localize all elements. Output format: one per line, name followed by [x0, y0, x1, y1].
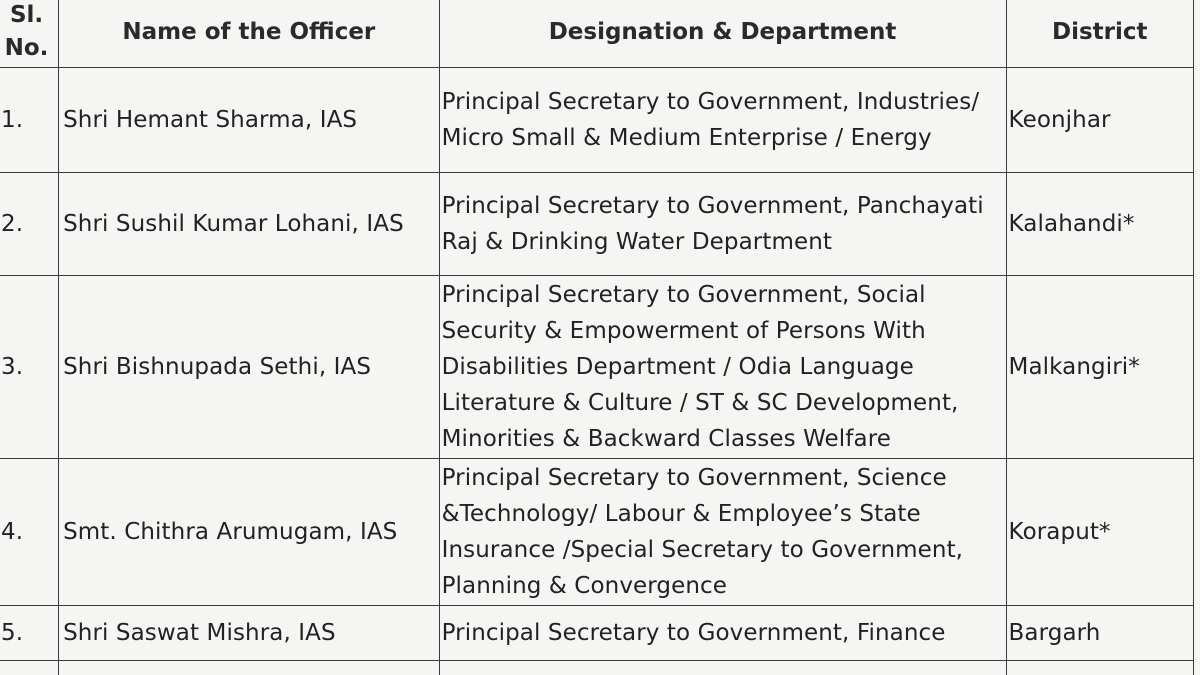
- designation-line: Disabilities Department / Odia Language: [441, 354, 914, 380]
- designation-line: Principal Secretary to Government, Finance: [441, 620, 946, 646]
- designation-line: Micro Small & Medium Enterprise / Energy: [441, 125, 932, 151]
- table-row: [0, 606, 1194, 661]
- row-designation: [439, 68, 1006, 173]
- header-designation: Designation & Department: [439, 0, 1006, 68]
- header-district: District: [1006, 0, 1193, 68]
- row-designation: [439, 459, 1006, 606]
- header-sl-no: [0, 0, 59, 68]
- designation-line: Minorities & Backward Classes Welfare: [441, 426, 891, 452]
- table-row: [0, 173, 1194, 276]
- designation-line: Principal Secretary to Government, Social: [441, 282, 926, 308]
- row-designation: [439, 276, 1006, 459]
- row-sl-no: 2.: [0, 173, 59, 276]
- row-sl-no: 4.: [0, 459, 59, 606]
- designation-line: Principal Secretary to Government, Industries/: [441, 89, 980, 115]
- designation-line: Planning & Convergence: [441, 573, 728, 599]
- row-district: Kalahandi*: [1006, 173, 1193, 276]
- row-partial-cell: [1006, 661, 1193, 675]
- designation-line: Principal Secretary to Government, Science: [441, 465, 947, 491]
- designation-line: &Technology/ Labour & Employee’s State: [441, 501, 921, 527]
- row-district: Bargarh: [1006, 606, 1193, 661]
- row-district: Koraput*: [1006, 459, 1193, 606]
- designation-line: Raj & Drinking Water Department: [441, 229, 833, 255]
- designation-line: Security & Empowerment of Persons With: [441, 318, 926, 344]
- row-partial-cell: [0, 661, 59, 675]
- table-row: [0, 459, 1194, 606]
- row-partial-cell: [439, 661, 1006, 675]
- row-district: Keonjhar: [1006, 68, 1193, 173]
- row-officer-name: Shri Sushil Kumar Lohani, IAS: [59, 173, 440, 276]
- row-officer-name: Shri Saswat Mishra, IAS: [59, 606, 440, 661]
- row-sl-no: 1.: [0, 68, 59, 173]
- designation-line: Literature & Culture / ST & SC Development,: [441, 390, 959, 416]
- row-sl-no: 3.: [0, 276, 59, 459]
- row-sl-no: 5.: [0, 606, 59, 661]
- header-officer-name: Name of the Officer: [59, 0, 440, 68]
- header-sl-line1: Sl.: [9, 2, 44, 28]
- row-officer-name: Shri Bishnupada Sethi, IAS: [59, 276, 440, 459]
- row-designation: [439, 173, 1006, 276]
- row-officer-name: Smt. Chithra Arumugam, IAS: [59, 459, 440, 606]
- table-row: [0, 276, 1194, 459]
- table-row: [0, 68, 1194, 173]
- row-designation: [439, 606, 1006, 661]
- row-partial-cell: [59, 661, 440, 675]
- row-officer-name: Shri Hemant Sharma, IAS: [59, 68, 440, 173]
- header-sl-line2: No.: [4, 35, 49, 61]
- row-district: Malkangiri*: [1006, 276, 1193, 459]
- table-header-row: [0, 0, 1194, 68]
- designation-line: Insurance /Special Secretary to Government,: [441, 537, 964, 563]
- table-row-partial: [0, 661, 1194, 675]
- designation-line: Principal Secretary to Government, Panchayati: [441, 193, 984, 219]
